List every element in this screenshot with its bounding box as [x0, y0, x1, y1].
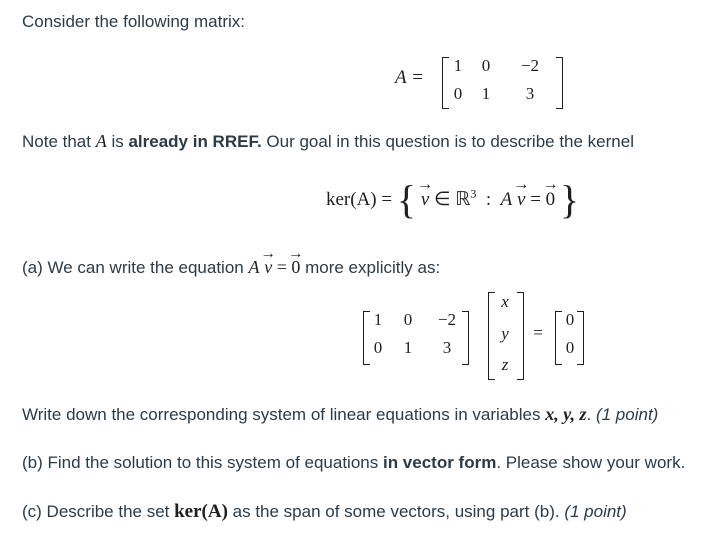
- right-bracket: [556, 57, 563, 109]
- in-r: ∈ ℝ: [434, 189, 471, 210]
- part-a-vector-v: → v: [264, 257, 272, 278]
- part-b-post: . Please show your work.: [496, 453, 686, 472]
- variable-y: y: [501, 324, 509, 343]
- matrix-a-cell: 0: [481, 56, 491, 75]
- zero-vector: → 0: [546, 189, 556, 211]
- left-bracket: [488, 292, 495, 380]
- part-a-zero-vector: → 0: [291, 257, 300, 278]
- dimension-superscript: 3: [470, 186, 477, 201]
- variables: x, y, z: [545, 404, 587, 424]
- left-bracket: [442, 57, 449, 109]
- part-a-equals: =: [272, 257, 292, 277]
- kernel-definition: [326, 176, 579, 223]
- part-c-pre: (c) Describe the set: [22, 502, 175, 521]
- kernel-notation: ker(A): [174, 501, 228, 522]
- system-matrix-cell: 3: [442, 338, 452, 357]
- vector-v: → v: [421, 189, 429, 211]
- matrix-a-cell: 1: [481, 84, 491, 103]
- part-b-text: [22, 453, 685, 473]
- rhs-cell: 0: [565, 338, 575, 357]
- kernel-lhs: ker(A) =: [326, 189, 393, 210]
- rref-note-var: A: [95, 131, 107, 151]
- rref-note-bold: already in RREF.: [128, 132, 262, 151]
- matrix-a-label: A =: [395, 67, 424, 88]
- open-brace: {: [396, 177, 417, 222]
- write-down-text: [22, 404, 658, 425]
- variable-z: z: [501, 355, 509, 374]
- rref-note-pre: Note that: [22, 132, 96, 151]
- part-a-matrix: A: [248, 257, 260, 277]
- matrix-a-cell: 0: [453, 84, 463, 103]
- system-matrix-cell: 1: [403, 338, 413, 357]
- right-bracket: [577, 311, 584, 365]
- points-label: (1 point): [591, 405, 659, 424]
- variable-x: x: [501, 292, 509, 311]
- part-b-bold: in vector form: [382, 453, 497, 472]
- left-bracket: [555, 311, 562, 365]
- write-down-main: Write down the corresponding system of linear equations in variables: [22, 405, 546, 424]
- system-equals: =: [533, 323, 543, 342]
- points-label: (1 point): [559, 502, 627, 521]
- system-matrix-cell: 1: [373, 310, 383, 329]
- write-down-period: .: [586, 405, 592, 424]
- matrix-a-cell: 3: [525, 84, 535, 103]
- matrix-a-cell: 1: [453, 56, 463, 75]
- intro-text: Consider the following matrix:: [22, 12, 245, 31]
- system-matrix-cell: −2: [437, 310, 457, 329]
- close-brace: }: [559, 177, 580, 222]
- part-b-pre: (b) Find the solution to this system of equations: [22, 453, 383, 472]
- part-a-pre: (a) We can write the equation: [22, 258, 249, 277]
- system-matrix-cell: 0: [373, 338, 383, 357]
- part-a-text: [22, 257, 440, 278]
- system-matrix-cell: 0: [403, 310, 413, 329]
- part-c-post: as the span of some vectors, using part (b).: [227, 502, 560, 521]
- part-a-post: more explicitly as:: [300, 258, 441, 277]
- rhs-cell: 0: [565, 310, 575, 329]
- rref-note-mid: is: [106, 132, 129, 151]
- matrix-a-symbol: A: [500, 189, 513, 210]
- vector-v: → v: [517, 189, 525, 211]
- colon: :: [485, 189, 492, 210]
- left-bracket: [363, 311, 370, 365]
- matrix-a-cell: −2: [520, 56, 540, 75]
- equals: =: [530, 189, 541, 210]
- rref-note: [22, 131, 634, 152]
- right-bracket: [517, 292, 524, 380]
- part-c-text: [22, 501, 627, 523]
- rref-note-post: Our goal in this question is to describe the kernel: [261, 132, 634, 151]
